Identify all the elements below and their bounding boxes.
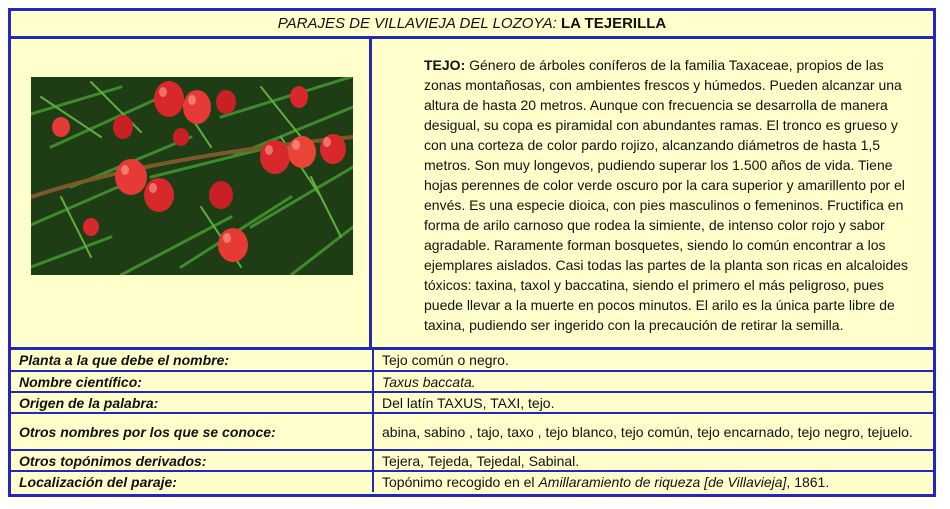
row-label: Otros nombres por los que se conoce: (11, 413, 373, 450)
title-prefix: PARAJES DE VILLAVIEJA DEL LOZOYA: (277, 15, 561, 32)
row-value (373, 471, 933, 492)
row-value: Del latín TAXUS, TAXI, tejo. (373, 392, 933, 413)
description-term: TEJO: (424, 57, 466, 73)
description-text (372, 39, 933, 347)
row-label: Nombre científico: (11, 371, 373, 392)
info-table (11, 350, 933, 492)
toponym-card (8, 8, 936, 497)
row-label: Origen de la palabra: (11, 392, 373, 413)
description-section (11, 39, 933, 350)
yew-photo (31, 77, 353, 275)
card-title (11, 11, 933, 39)
location-source: Amillaramiento de riqueza [de Villavieja] (538, 474, 787, 490)
row-label: Otros topónimos derivados: (11, 450, 373, 471)
table-row (11, 471, 933, 492)
photo-cell (11, 39, 372, 347)
table-row (11, 392, 933, 413)
table-row (11, 413, 933, 450)
table-row (11, 371, 933, 392)
location-text: Topónimo recogido en el (382, 474, 539, 490)
table-row (11, 350, 933, 371)
yew-branch-illustration (31, 77, 353, 275)
description-body: Género de árboles coníferos de la familia Taxaceae, propios de las zonas montañosas, con ambientes frescos y húmedos. Pueden alcanzar una altura de hasta 20 metros. Aunque con frecuencia se desarrolla de manera desigual, su copa es piramidal con abundantes ramas. El tronco es grueso y con una corteza de color pardo rojizo, alcanzando diámetros de hasta 1,5 metros. Son muy longevos, pudiendo superar los 1.500 años de vida. Tiene hojas perennes de color verde oscuro por la cara superior y amarillento por el envés. Es una especie dioica, con pies masculinos o femeninos. Fructifica en forma de arilo carnoso que rodea la simiente, de intenso color rojo y sabor agradable. Raramente forman bosquetes, siendo lo común encontrar a los ejemplares aislados. Casi todas las partes de la planta son ricas en alcaloides tóxicos: taxina, taxol y baccatina, siendo el primero el más peligroso, pues puede llevar a la muerte en pocos minutos. El arilo es la única parte libre de taxina, pudiendo ser ingerido con la precaución de retirar la semilla. (424, 57, 909, 333)
row-label: Localización del paraje: (11, 471, 373, 492)
row-value: Tejera, Tejeda, Tejedal, Sabinal. (373, 450, 933, 471)
place-name: LA TEJERILLA (560, 15, 667, 32)
table-row (11, 450, 933, 471)
row-label: Planta a la que debe el nombre: (11, 350, 373, 371)
location-year: , 1861. (786, 474, 830, 490)
row-value: Taxus baccata. (373, 371, 933, 392)
row-value: Tejo común o negro. (373, 350, 933, 371)
row-value: abina, sabino , tajo, taxo , tejo blanco, tejo común, tejo encarnado, tejo negro, tejuelo. (373, 413, 933, 450)
